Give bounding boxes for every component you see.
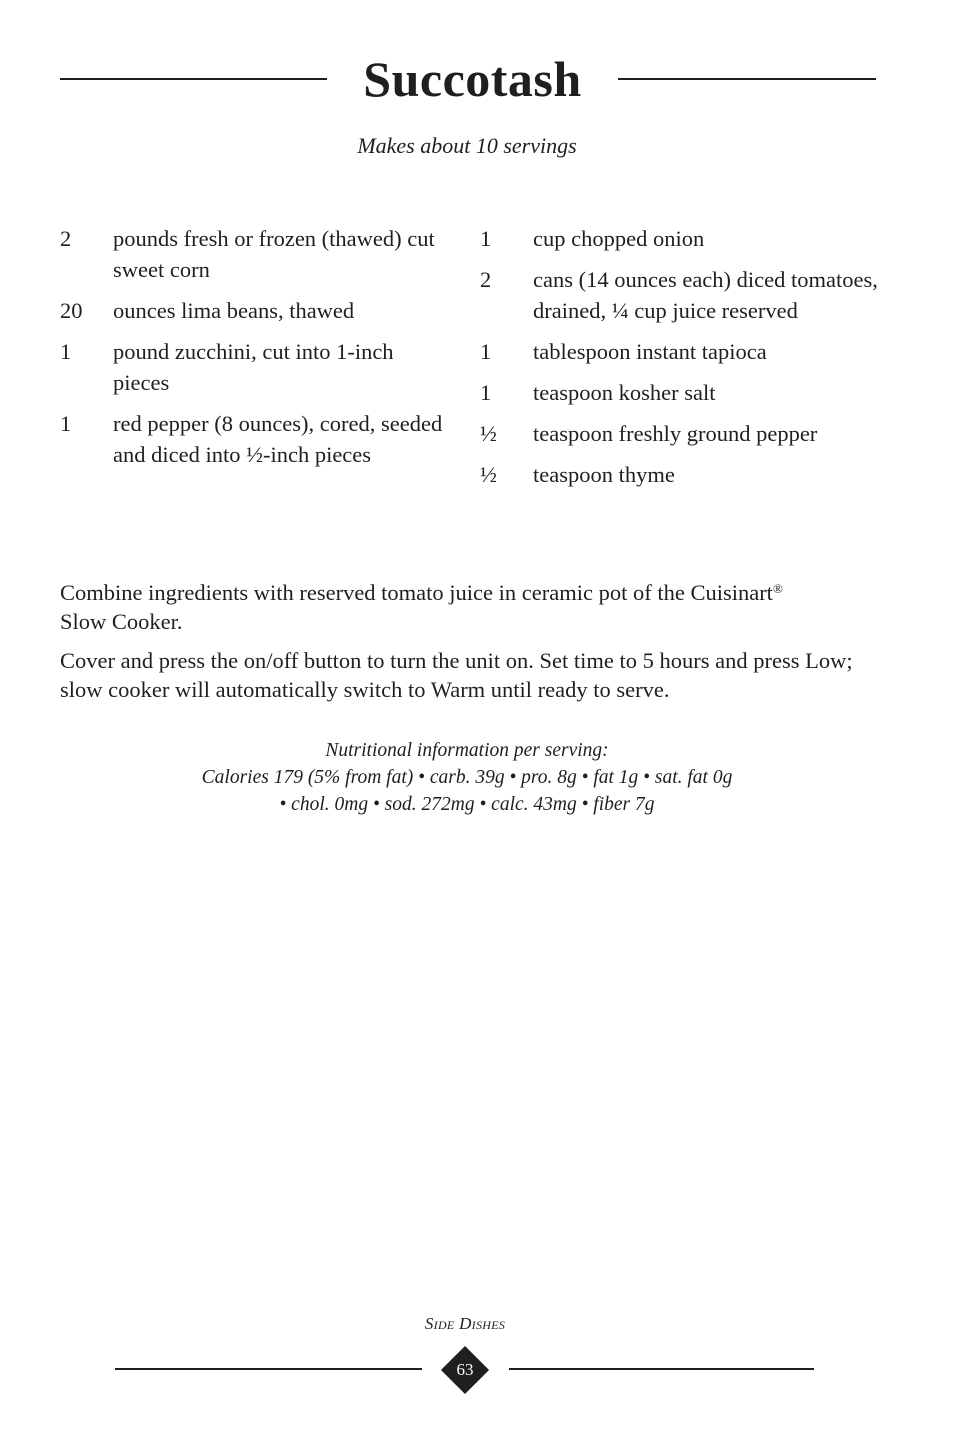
nutrition-line-2: • chol. 0mg • sod. 272mg • calc. 43mg • fiber 7g [279,794,655,815]
ingredient-quantity: 2 [60,226,72,251]
ingredient-item [60,336,455,398]
ingredient-item [480,377,880,408]
ingredient-quantity: 20 [60,298,83,323]
ingredient-description: teaspoon kosher salt [533,380,716,405]
page-number-badge [441,1346,489,1394]
directions [60,578,885,714]
ingredient-item [60,295,455,326]
ingredient-description: pound zucchini, cut into 1-inch pieces [113,339,394,395]
direction-step-2: Cover and press the on/off button to turn the unit on. Set time to 5 hours and press Low; slow cooker will automatically switch to Warm until ready to serve. [60,648,853,702]
title-rule-left [60,78,327,80]
title-rule-right [618,78,876,80]
title-row [60,48,876,112]
ingredient-quantity: 2 [480,267,492,292]
ingredient-quantity: 1 [480,226,492,251]
ingredient-quantity: 1 [480,339,492,364]
ingredients-list [60,223,880,533]
ingredient-item [60,223,455,285]
nutrition-info [0,737,934,818]
ingredient-description: tablespoon instant tapioca [533,339,767,364]
ingredient-description: ounces lima beans, thawed [113,298,355,323]
recipe-title: Succotash [363,51,582,107]
ingredient-description: pounds fresh or frozen (thawed) cut sweet corn [113,226,435,282]
ingredient-quantity: 1 [60,339,72,364]
ingredient-item [480,223,880,254]
ingredient-item [480,418,880,449]
nutrition-line-1: Calories 179 (5% from fat) • carb. 39g • pro. 8g • fat 1g • sat. fat 0g [201,767,733,788]
recipe-yield: Makes about 10 servings [357,133,577,158]
section-label: Side Dishes [424,1314,506,1333]
ingredient-quantity: 1 [60,411,72,436]
registered-mark: ® [772,581,783,596]
nutrition-heading: Nutritional information per serving: [325,740,609,761]
direction-step-1-text: Combine ingredients with reserved tomato juice in ceramic pot of the Cuisinart [60,580,773,605]
page-number: 63 [456,1360,474,1379]
footer-rule-right [509,1368,814,1370]
ingredient-description: cans (14 ounces each) diced tomatoes, drained, ¼ cup juice reserved [533,267,878,323]
ingredient-item [480,264,880,326]
ingredients-column-left [60,223,455,480]
ingredient-item [60,408,455,470]
ingredient-description: cup chopped onion [533,226,705,251]
ingredient-description: red pepper (8 ounces), cored, seeded and diced into ½-inch pieces [113,411,443,467]
ingredient-description: teaspoon freshly ground pepper [533,421,818,446]
ingredient-quantity: ½ [480,462,497,487]
ingredient-quantity: ½ [480,421,497,446]
ingredient-item [480,459,880,490]
footer-rule-left [115,1368,422,1370]
ingredients-column-right [480,223,880,500]
direction-step-1 [60,578,885,636]
direction-step-1-end: Slow Cooker. [60,609,183,634]
ingredient-quantity: 1 [480,380,492,405]
ingredient-item [480,336,880,367]
ingredient-description: teaspoon thyme [533,462,675,487]
